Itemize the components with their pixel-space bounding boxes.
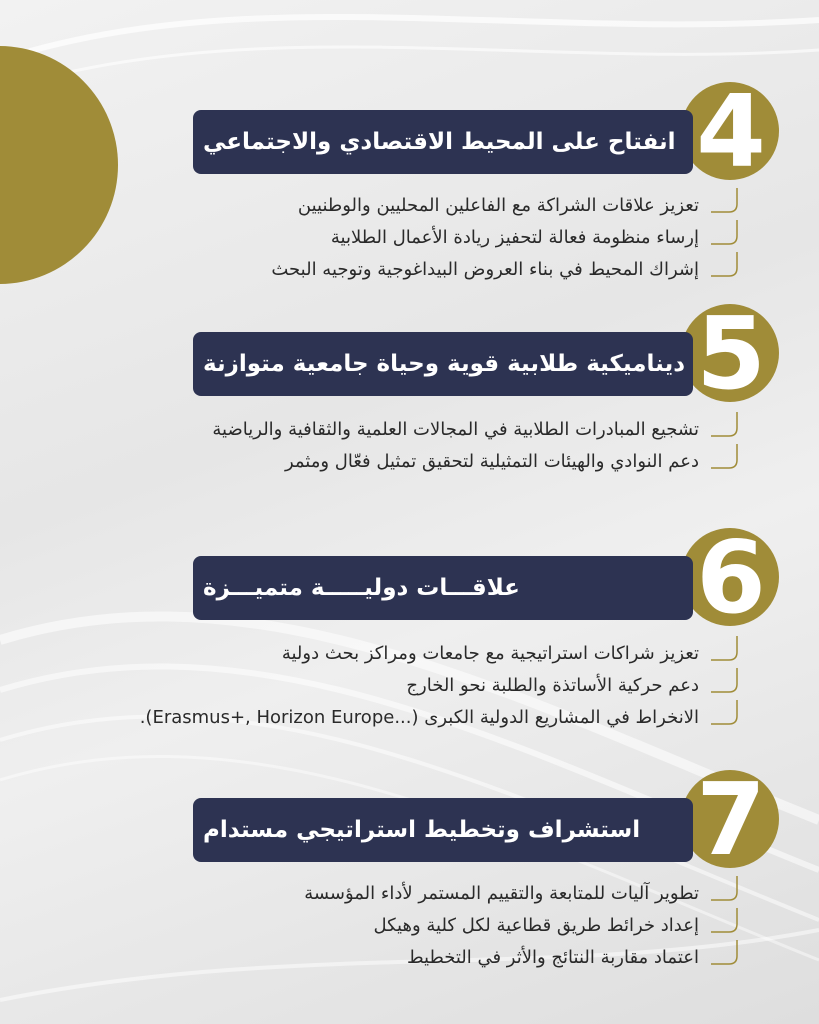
list-item: الانخراط في المشاريع الدولية الكبرى (...Erasmus+, Horizon Europe). <box>59 700 739 734</box>
list-item: دعم حركية الأساتذة والطلبة نحو الخارج <box>59 668 739 702</box>
section-title-bar <box>193 798 693 862</box>
section-title: انفتاح على المحيط الاقتصادي والاجتماعي <box>203 129 676 155</box>
section-title-bar <box>193 556 693 620</box>
list-item: دعم النوادي والهيئات التمثيلية لتحقيق تمثيل فعّال ومثمر <box>59 444 739 478</box>
connector-line <box>709 908 739 942</box>
connector-line <box>709 636 739 670</box>
number-6-glyph <box>681 528 779 626</box>
svg-text:6: 6 <box>696 528 766 626</box>
svg-text:5: 5 <box>696 304 766 402</box>
number-4-glyph <box>681 82 779 180</box>
number-badge-6 <box>681 528 779 626</box>
connector-line <box>709 444 739 478</box>
number-5-glyph <box>681 304 779 402</box>
connector-line <box>709 700 739 734</box>
connector-line <box>709 252 739 286</box>
list-item: اعتماد مقاربة النتائج والأثر في التخطيط <box>59 940 739 974</box>
list-item: تعزيز شراكات استراتيجية مع جامعات ومراكز بحث دولية <box>59 636 739 670</box>
list-item: إعداد خرائط طريق قطاعية لكل كلية وهيكل <box>59 908 739 942</box>
svg-text:7: 7 <box>696 770 766 868</box>
list-item: تشجيع المبادرات الطلابية في المجالات العلمية والثقافية والرياضية <box>59 412 739 446</box>
list-item: إرساء منظومة فعالة لتحفيز ريادة الأعمال الطلابية <box>59 220 739 254</box>
list-item: تطوير آليات للمتابعة والتقييم المستمر لأداء المؤسسة <box>59 876 739 910</box>
section-title-bar <box>193 110 693 174</box>
list-item: تعزيز علاقات الشراكة مع الفاعلين المحليين والوطنيين <box>59 188 739 222</box>
number-badge-5 <box>681 304 779 402</box>
connector-line <box>709 876 739 910</box>
connector-line <box>709 220 739 254</box>
list-item: إشراك المحيط في بناء العروض البيداغوجية وتوجيه البحث <box>59 252 739 286</box>
connector-line <box>709 668 739 702</box>
section-title: ديناميكية طلابية قوية وحياة جامعية متوازنة <box>203 351 686 377</box>
number-badge-4 <box>681 82 779 180</box>
connector-line <box>709 188 739 222</box>
connector-line <box>709 412 739 446</box>
number-7-glyph <box>681 770 779 868</box>
number-badge-7 <box>681 770 779 868</box>
section-title: علاقـــات دوليـــــة متميـــزة <box>203 575 520 601</box>
section-title-bar <box>193 332 693 396</box>
section-title: استشراف وتخطيط استراتيجي مستدام <box>203 817 641 843</box>
connector-line <box>709 940 739 974</box>
svg-text:4: 4 <box>696 82 766 180</box>
